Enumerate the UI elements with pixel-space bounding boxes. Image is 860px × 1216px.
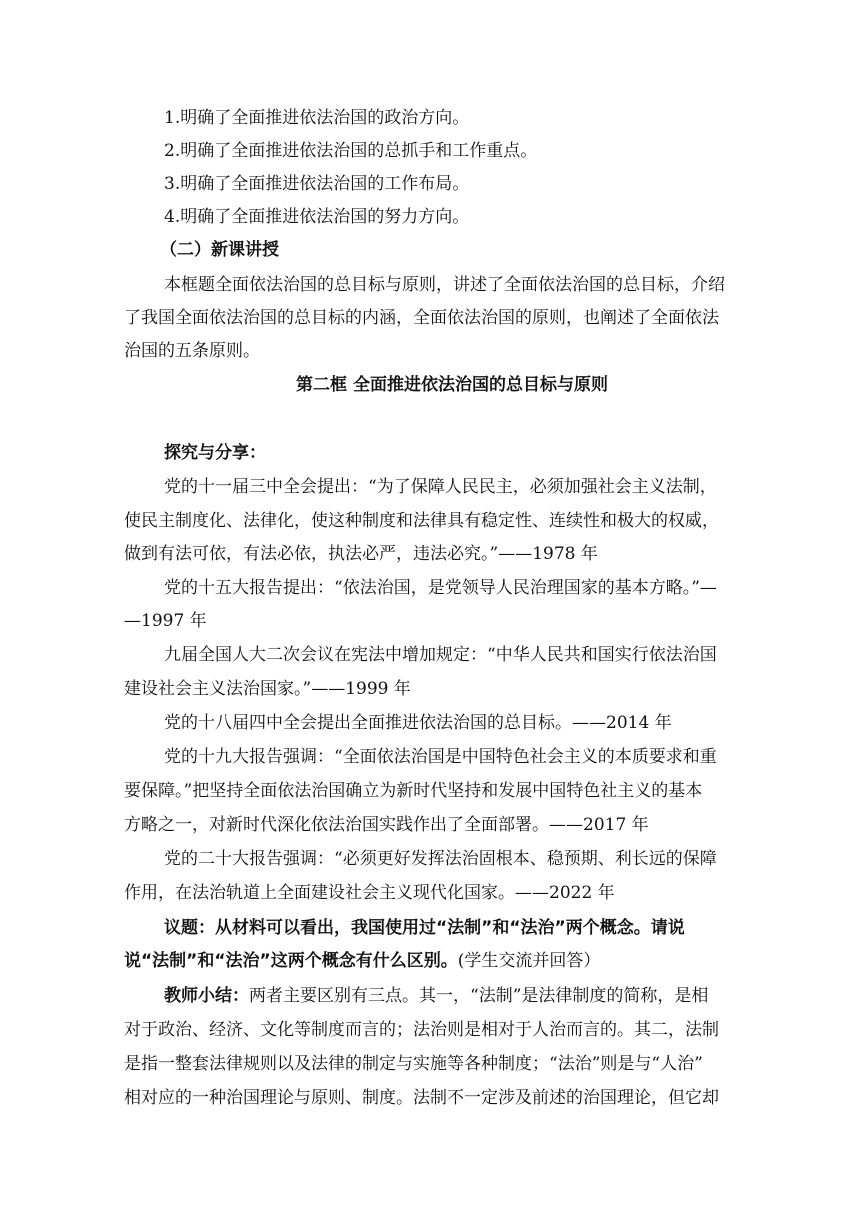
material-line: 九届全国人大二次会议在宪法中增加规定：“中华人民共和国实行依法治国 [164, 645, 717, 665]
summary-line: 是指一整套法律规则以及法律的制定与实施等各种制度；“法治”则是与“人治” [124, 1054, 703, 1074]
material-line: 建设社会主义法治国家。”——1999 年 [124, 679, 411, 699]
intro-paragraph-line: 本框题全面依法治国的总目标与原则，讲述了全面依法治国的总目标，介绍 [164, 275, 725, 295]
list-item: 2.明确了全面推进依法治国的总抓手和工作重点。 [164, 141, 538, 161]
topic-question: 议题：从材料可以看出，我国使用过“法制”和“法治”两个概念。请说 [164, 918, 685, 938]
topic-question-line2 [124, 950, 600, 972]
list-item: 1.明确了全面推进依法治国的政治方向。 [164, 108, 470, 128]
list-item: 3.明确了全面推进依法治国的工作布局。 [164, 174, 470, 194]
topic-question-text: 说“法制”和“法治”这两个概念有什么区别。 [124, 951, 458, 971]
material-line: 党的二十大报告强调：“必须更好发挥法治固根本、稳预期、利长远的保障 [164, 849, 717, 869]
material-line: 做到有法可依，有法必依，执法必严，违法必究。”——1978 年 [124, 544, 598, 564]
material-line: 党的十九大报告强调：“全面依法治国是中国特色社会主义的本质要求和重 [164, 747, 717, 767]
material-line: 党的十五大报告提出：“依法治国，是党领导人民治理国家的基本方略。”— [164, 578, 717, 598]
summary-line: 相对应的一种治国理论与原则、制度。法制不一定涉及前述的治国理论，但它却 [124, 1088, 719, 1108]
list-item: 4.明确了全面推进依法治国的努力方向。 [164, 207, 470, 227]
material-line: 党的十一届三中全会提出：“为了保障人民民主，必须加强社会主义法制， [164, 477, 717, 497]
material-line: 方略之一，对新时代深化依法治国实践作出了全面部署。——2017 年 [124, 815, 649, 835]
summary-line: 对于政治、经济、文化等制度而言的；法治则是相对于人治而言的。其二，法制 [124, 1020, 719, 1040]
summary-text: 两者主要区别有三点。其一，“法制”是法律制度的简称，是相 [249, 986, 709, 1006]
intro-paragraph-line: 了我国全面依法治国的总目标的内涵，全面依法治国的原则，也阐述了全面依法 [124, 308, 719, 328]
explore-label: 探究与分享： [164, 443, 266, 463]
summary-line [164, 985, 708, 1007]
material-line: 党的十八届四中全会提出全面推进依法治国的总目标。——2014 年 [164, 713, 672, 733]
summary-label: 教师小结： [164, 986, 249, 1006]
intro-paragraph-line: 治国的五条原则。 [124, 341, 260, 361]
material-line: 使民主制度化、法律化，使这种制度和法律具有稳定性、连续性和极大的权威， [124, 511, 719, 531]
frame-title: 第二框 全面推进依法治国的总目标与原则 [296, 375, 608, 395]
material-line: —1997 年 [124, 611, 207, 631]
material-line: 要保障。”把坚持全面依法治国确立为新时代坚持和发展中国特色社主义的基本 [124, 781, 703, 801]
section-heading: （二）新课讲授 [160, 240, 279, 260]
topic-note: (学生交流并回答） [457, 951, 601, 971]
material-line: 作用，在法治轨道上全面建设社会主义现代化国家。——2022 年 [124, 883, 615, 903]
